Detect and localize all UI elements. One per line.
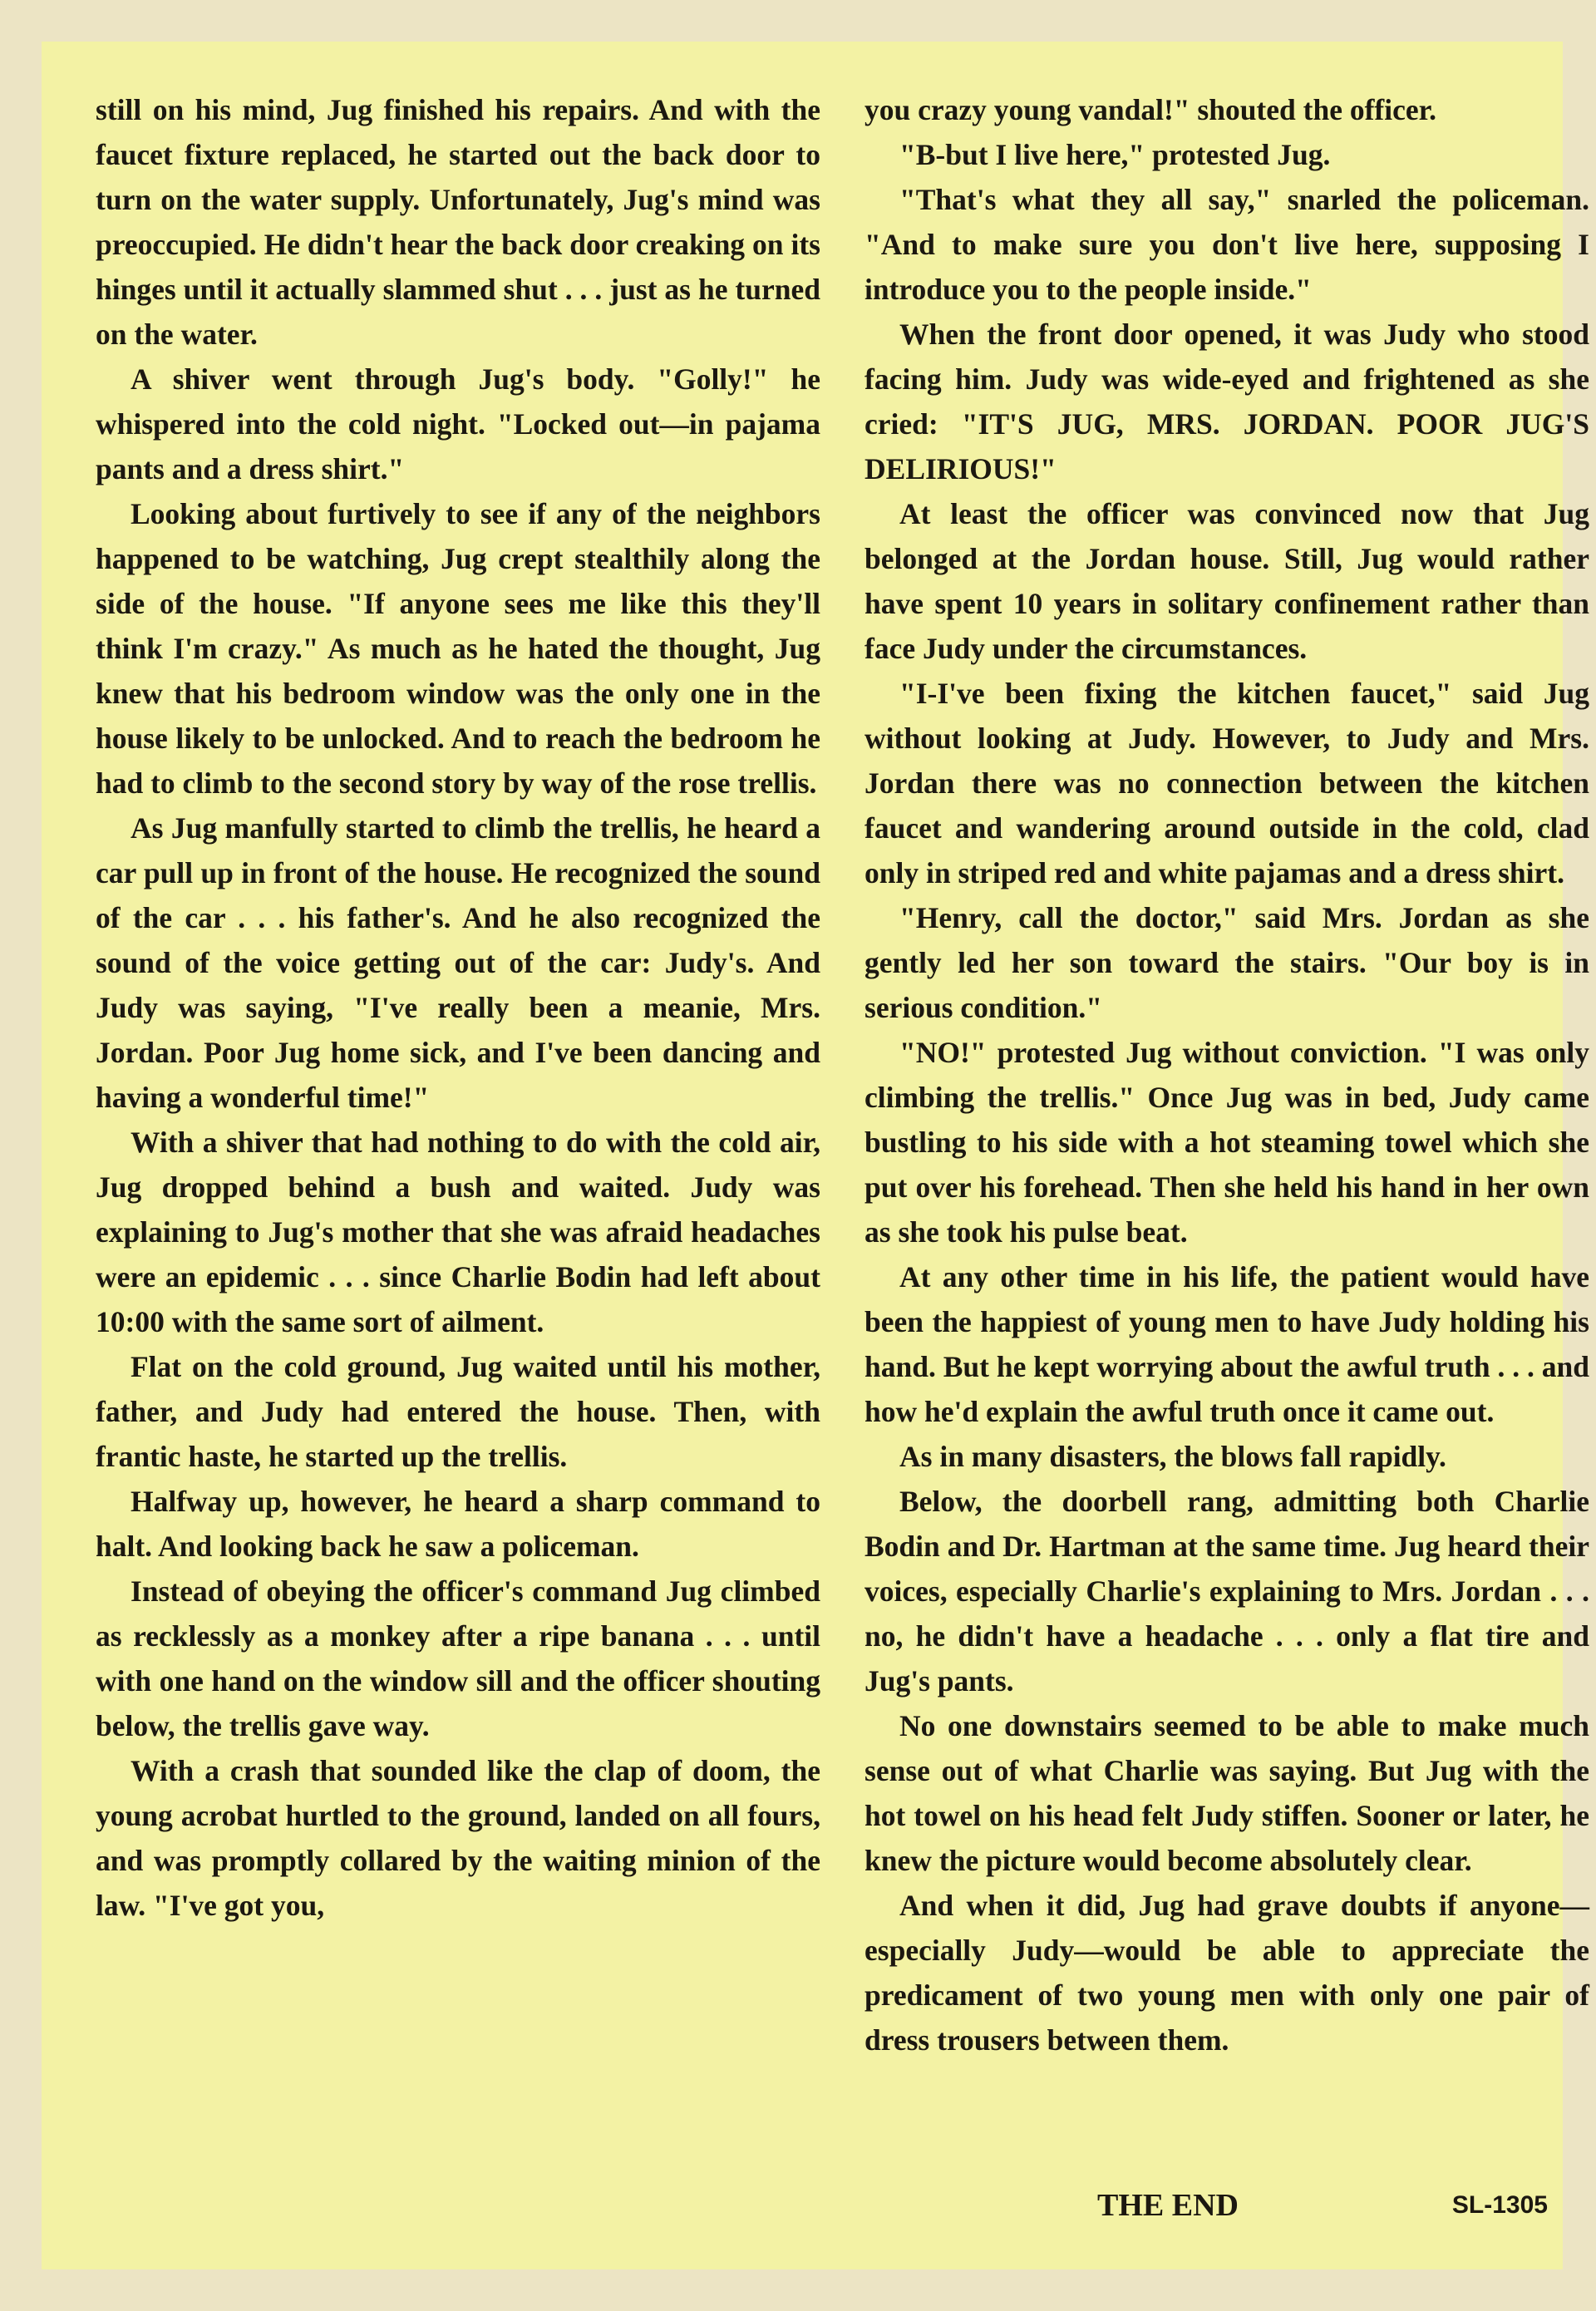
paragraph: No one downstairs seemed to be able to make much sense out of what Charlie was saying. But Jug with the hot towel on his head felt Judy stiffen. Sooner or later, he knew the picture would become absolutely clear. [864, 1709, 1589, 1877]
story-code: SL-1305 [1451, 2191, 1548, 2219]
paragraph: Flat on the cold ground, Jug waited until his mother, father, and Judy had entered the house. Then, with frantic haste, he started up the trellis. [96, 1350, 820, 1473]
paragraph: you crazy young vandal!" shouted the officer. [864, 93, 1436, 126]
paragraph: With a shiver that had nothing to do with the cold air, Jug dropped behind a bush and waited. Judy was explaining to Jug's mother that she was afraid headaches were an epidemic . . . since Charlie Bodin had left about 10:00 with the same sort of ailment. [96, 1126, 820, 1338]
paragraph: still on his mind, Jug finished his repairs. And with the faucet fixture replaced, he started out the back door to turn on the water supply. Unfortunately, Jug's mind was preoccupied. He didn't hear the back door creaking on its hinges until it actually slammed shut . . . just as he turned on the water. [96, 93, 820, 351]
paragraph: As in many disasters, the blows fall rapidly. [899, 1440, 1446, 1473]
page-footer [823, 2183, 1548, 2228]
paragraph: With a crash that sounded like the clap of doom, the young acrobat hurtled to the ground, landed on all fours, and was promptly collared by the waiting minion of the law. "I've got you, [96, 1754, 820, 1922]
paragraph: At least the officer was convinced now that Jug belonged at the Jordan house. Still, Jug would rather have spent 10 years in solitary confinement rather than face Judy under the circumstances. [864, 497, 1589, 665]
right-column [864, 87, 1589, 2062]
paragraph: Instead of obeying the officer's command Jug climbed as recklessly as a monkey after a ripe banana . . . until with one hand on the window sill and the officer shouting below, the trellis gave way. [96, 1574, 820, 1742]
paragraph: Below, the doorbell rang, admitting both Charlie Bodin and Dr. Hartman at the same time. Jug heard their voices, especially Charlie's explaining to Mrs. Jordan . . . no, he didn't have a headache . . . only a flat tire and Jug's pants. [864, 1485, 1589, 1698]
paragraph: And when it did, Jug had grave doubts if anyone—especially Judy—would be able to appreciate the predicament of two young men with only one pair of dress trousers between them. [864, 1889, 1589, 2057]
paragraph: "That's what they all say," snarled the policeman. "And to make sure you don't live here, supposing I introduce you to the people inside." [864, 183, 1589, 306]
paragraph: When the front door opened, it was Judy who stood facing him. Judy was wide-eyed and frightened as she cried: "IT'S JUG, MRS. JORDAN. POOR JUG'S DELIRIOUS!" [864, 318, 1589, 485]
paragraph: A shiver went through Jug's body. "Golly!" he whispered into the cold night. "Locked out—in pajama pants and a dress shirt." [96, 362, 820, 485]
the-end-label: THE END [1097, 2188, 1239, 2223]
paragraph: As Jug manfully started to climb the trellis, he heard a car pull up in front of the house. He recognized the sound of the car . . . his father's. And he also recognized the sound of the voice getting out of the car: Judy's. And Judy was saying, "I've really been a meanie, Mrs. Jordan. Poor Jug home sick, and I've been dancing and having a wonderful time!" [96, 811, 820, 1114]
paragraph: Looking about furtively to see if any of the neighbors happened to be watching, Jug crept stealthily along the side of the house. "If anyone sees me like this they'll think I'm crazy." As much as he hated the thought, Jug knew that his bedroom window was the only one in the house likely to be unlocked. And to reach the bedroom he had to climb to the second story by way of the rose trellis. [96, 497, 820, 800]
paragraph: At any other time in his life, the patient would have been the happiest of young men to have Judy holding his hand. But he kept worrying about the awful truth . . . and how he'd explain the awful truth once it came out. [864, 1260, 1589, 1428]
left-column [96, 87, 820, 1928]
paragraph: "I-I've been fixing the kitchen faucet," said Jug without looking at Judy. However, to Judy and Mrs. Jordan there was no connection between the kitchen faucet and wandering around outside in the cold, clad only in striped red and white pajamas and a dress shirt. [864, 677, 1589, 889]
paragraph: Halfway up, however, he heard a sharp command to halt. And looking back he saw a policeman. [96, 1485, 820, 1563]
text-panel [42, 42, 1589, 2269]
paragraph: "NO!" protested Jug without conviction. "I was only climbing the trellis." Once Jug was in bed, Judy came bustling to his side with a hot steaming towel which she put over his forehead. Then she held his hand in her own as she took his pulse beat. [864, 1036, 1589, 1249]
paragraph: "B-but I live here," protested Jug. [899, 138, 1331, 171]
paragraph: "Henry, call the doctor," said Mrs. Jordan as she gently led her son toward the stairs. "Our boy is in serious condition." [864, 901, 1589, 1024]
